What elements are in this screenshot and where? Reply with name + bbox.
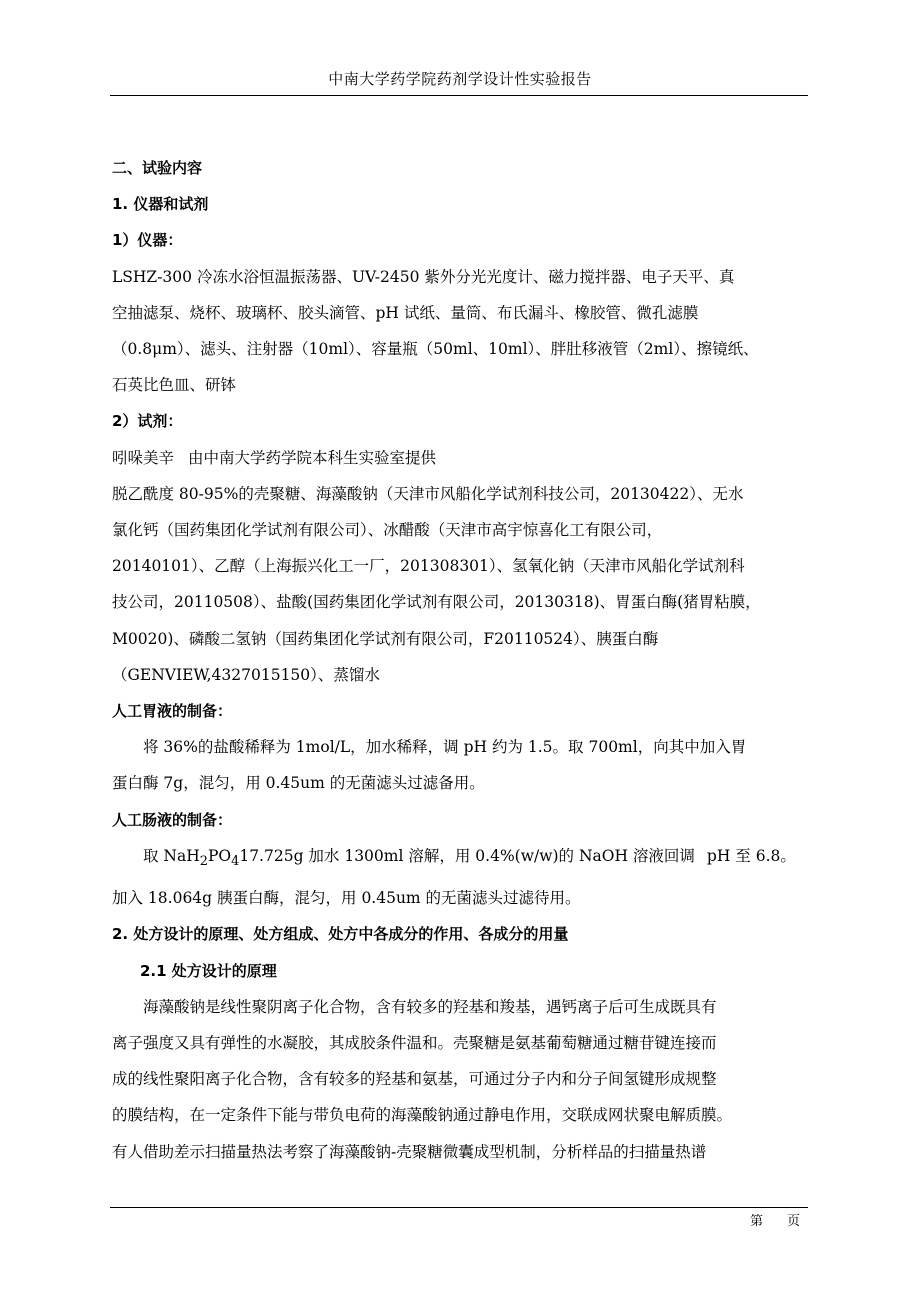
intestinal-text: 17.725g 加水 1300ml 溶解，用 0.4%(w/w)的 NaOH 溶液回调	[239, 846, 695, 865]
subsection-heading-2-1: 2.1 处方设计的原理	[140, 961, 277, 980]
instruments-line: 石英比色皿、研钵	[112, 376, 237, 395]
page-prefix: 第	[750, 1214, 764, 1229]
reagents-line: 20140101）、乙醇（上海振兴化工一厂，201308301）、氢氧化钠（天津市风船化学试剂科	[112, 557, 745, 576]
reagent-drug-line	[112, 440, 812, 476]
intestinal-text: pH 至 6.8。	[706, 846, 796, 865]
gastric-fluid-heading: 人工胃液的制备：	[112, 702, 233, 721]
principle-line: 有人借助差示扫描量热法考察了海藻酸钠-壳聚糖微囊成型机制，分析样品的扫描量热谱	[112, 1142, 707, 1161]
intestinal-text: 取 NaH	[143, 846, 200, 865]
footer-divider	[110, 1207, 808, 1208]
page-header-title: 中南大学药学院药剂学设计性实验报告	[328, 70, 592, 88]
reagents-heading: 2）试剂：	[112, 412, 183, 431]
reagents-line: 氯化钙（国药集团化学试剂有限公司）、冰醋酸（天津市高宇惊喜化工有限公司，	[112, 521, 663, 540]
principle-line: 海藻酸钠是线性聚阴离子化合物，含有较多的羟基和羧基，遇钙离子后可生成既具有	[143, 997, 717, 1016]
intestinal-text: PO	[207, 846, 232, 865]
instruments-line: （0.8μm）、滤头、注射器（10ml）、容量瓶（50ml、10ml）、胖肚移液管（2ml）、擦镜纸、	[112, 340, 759, 359]
principle-line: 离子强度又具有弹性的水凝胶，其成胶条件温和。壳聚糖是氨基葡萄糖通过糖苷键连接而	[112, 1033, 717, 1052]
subsection-heading-1: 1. 仪器和试剂	[112, 195, 209, 214]
reagents-line: M0020)、磷酸二氢钠（国药集团化学试剂有限公司，F20110524）、胰蛋白酶	[112, 629, 659, 648]
report-body	[112, 150, 812, 1170]
section-heading-2: 二、试验内容	[112, 159, 203, 177]
intestinal-fluid-line: 加入 18.064g 胰蛋白酶，混匀，用 0.45um 的无菌滤头过滤待用。	[112, 889, 581, 908]
instruments-heading: 1）仪器：	[112, 231, 183, 250]
subscript: 4	[231, 853, 240, 869]
reagent-drug-source: 由中南大学药学院本科生实验室提供	[188, 448, 437, 467]
principle-line: 成的线性聚阳离子化合物，含有较多的羟基和氨基，可通过分子内和分子间氢键形成规整	[112, 1070, 717, 1089]
reagents-line: （GENVIEW,4327015150）、蒸馏水	[112, 665, 380, 684]
reagents-line: 脱乙酰度 80-95%的壳聚糖、海藻酸钠（天津市风船化学试剂科技公司，20130422）、无水	[112, 484, 744, 503]
intestinal-fluid-line	[112, 838, 812, 880]
subsection-heading-2: 2. 处方设计的原理、处方组成、处方中各成分的作用、各成分的用量	[112, 925, 569, 944]
reagents-line: 技公司，20110508）、盐酸(国药集团化学试剂有限公司，20130318)、胃蛋白酶(猪胃粘膜，	[112, 593, 761, 612]
gastric-fluid-line: 将 36%的盐酸稀释为 1mol/L，加水稀释，调 pH 约为 1.5。取 700ml，向其中加入胃	[143, 738, 747, 757]
subscript: 2	[199, 853, 208, 869]
principle-line: 的膜结构，在一定条件下能与带负电荷的海藻酸钠通过静电作用，交联成网状聚电解质膜。	[112, 1106, 733, 1125]
intestinal-fluid-heading: 人工肠液的制备：	[112, 810, 233, 829]
header-divider	[110, 95, 808, 96]
instruments-line: LSHZ-300 冷冻水浴恒温振荡器、UV-2450 紫外分光光度计、磁力搅拌器、电子天平、真	[112, 267, 735, 286]
page-footer	[750, 1210, 800, 1229]
page-suffix: 页	[787, 1214, 801, 1229]
instruments-line: 空抽滤泵、烧杯、玻璃杯、胶头滴管、pH 试纸、量筒、布氏漏斗、橡胶管、微孔滤膜	[112, 303, 699, 322]
gastric-fluid-line: 蛋白酶 7g，混匀，用 0.45um 的无菌滤头过滤备用。	[112, 774, 485, 793]
reagent-drug: 吲哚美辛	[112, 448, 175, 467]
